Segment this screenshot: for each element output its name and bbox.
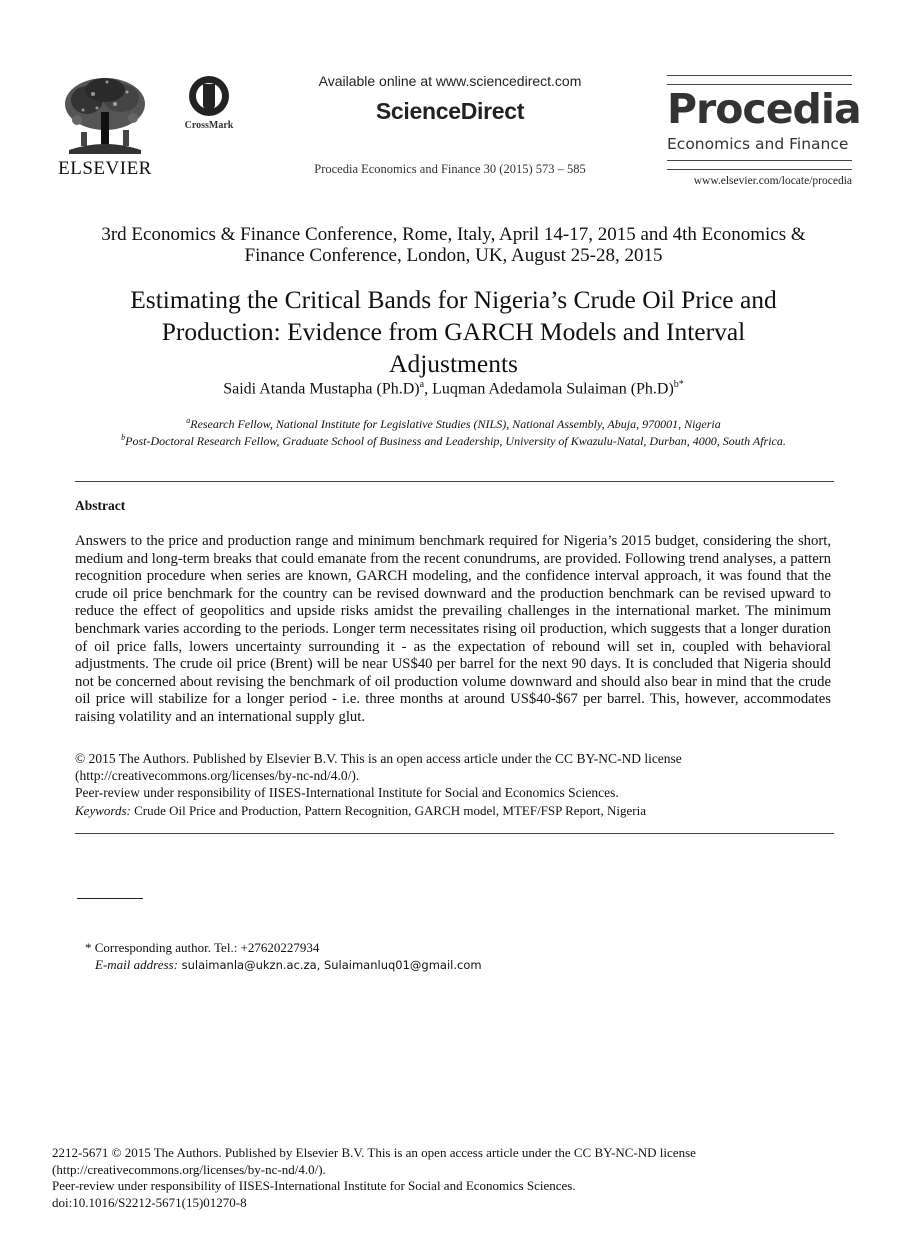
email-address [95, 957, 482, 973]
author-2-mark: b* [673, 379, 684, 390]
journal-reference: Procedia Economics and Finance 30 (2015) 573 – 585 [314, 162, 586, 176]
sciencedirect-logo: ScienceDirect [375, 98, 525, 124]
footer-peer-review: Peer-review under responsibility of IISES-International Institute for Social and Economics Sciences. [52, 1178, 576, 1193]
footnote-rule [77, 898, 143, 899]
available-online-text: Available online at www.sciencedirect.com [318, 73, 582, 89]
email-links[interactable]: sulaimanla@ukzn.ac.za, Sulaimanluq01@gmail.com [177, 958, 482, 972]
elsevier-wordmark: ELSEVIER [58, 158, 152, 179]
conference-line-2: Finance Conference, London, UK, August 25-28, 2015 [244, 245, 663, 266]
abstract-top-rule [75, 481, 834, 482]
peer-review-notice: Peer-review under responsibility of IISES-International Institute for Social and Economics Sciences. [75, 785, 619, 800]
author-separator: , [424, 380, 433, 398]
author-1: Saidi Atanda Mustapha (Ph.D) [223, 380, 420, 398]
elsevier-logo [55, 74, 155, 178]
procedia-logo: Procedia [667, 85, 861, 133]
author-list [60, 379, 847, 398]
corresponding-author: * Corresponding author. Tel.: +27620227934 [85, 940, 320, 955]
email-label: E-mail address: [95, 957, 178, 972]
copyright-line-1: © 2015 The Authors. Published by Elsevier B.V. This is an open access article under the CC BY-NC-ND license [75, 751, 682, 766]
affiliation-a [60, 416, 847, 432]
conference-info [60, 224, 847, 266]
copyright-notice [75, 750, 831, 784]
license-link[interactable]: (http://creativecommons.org/licenses/by-nc-nd/4.0/). [75, 768, 360, 783]
keywords-label: Keywords: [75, 803, 131, 818]
procedia-bottom-rules [667, 160, 852, 170]
affiliation-b-mark: b [121, 433, 126, 442]
paper-title [60, 284, 847, 380]
affiliation-a-text: Research Fellow, National Institute for Legislative Studies (NILS), National Assembly, Abuja, 970001, Nigeria [190, 417, 721, 431]
conference-line-1: 3rd Economics & Finance Conference, Rome, Italy, April 14-17, 2015 and 4th Economics & [101, 224, 806, 245]
title-line-2: Production: Evidence from GARCH Models and Interval [161, 317, 746, 346]
affiliation-a-mark: a [186, 416, 191, 425]
footer-license-link[interactable]: (http://creativecommons.org/licenses/by-nc-nd/4.0/). [52, 1162, 326, 1177]
title-line-3: Adjustments [389, 349, 518, 378]
title-line-1: Estimating the Critical Bands for Nigeria’s Crude Oil Price and [130, 285, 777, 314]
abstract-body: Answers to the price and production range and minimum benchmark required for Nigeria’s 2015 budget, considering the short, medium and long-term breaks that could emanate from the recent conundrums, are provided. Following trend analyses, a pattern recognition procedure when series are known, GARCH modeling, and the confidence interval approach, it was found that the crude oil price benchmark for the country can be revised downward and the production benchmark can be revised upward to reduce the effect of geopolitics and upside risks amidst the prevailing challenges in the international market. The minimum benchmark varies according to the periods. Longer term necessitates rising oil production, which suggests that a longer duration of oil price falls, lowers uncertainty surrounding it - as the expectation of rebound will set in, coupled with behavioral adjustments. The crude oil price (Brent) will be near US$40 per barrel for the next 90 days. It is concluded that Nigeria should not be concerned about revising the benchmark of oil production volume downward and should also bear in mind that the crude oil price will stabilize for a longer period - i.e. three months at around US$40-$67 per barrel. This, however, accommodates raising volatility and an international supply glut. [75, 533, 831, 725]
affiliation-b-text: Post-Doctoral Research Fellow, Graduate School of Business and Leadership, University of Kwazulu-Natal, Durban, 4000, South Africa. [125, 434, 786, 448]
affiliation-b [60, 433, 847, 449]
abstract-bottom-rule [75, 833, 834, 834]
elsevier-tree-icon [57, 74, 153, 156]
abstract-heading: Abstract [75, 498, 126, 513]
author-2: Luqman Adedamola Sulaiman (Ph.D) [432, 380, 674, 398]
keywords-list: Crude Oil Price and Production, Pattern Recognition, GARCH model, MTEF/FSP Report, Nigeria [130, 803, 646, 818]
journal-url-link[interactable]: www.elsevier.com/locate/procedia [693, 175, 852, 187]
crossmark-label: CrossMark [184, 120, 234, 131]
footer-issn-license: 2212-5671 © 2015 The Authors. Published by Elsevier B.V. This is an open access article under the CC BY-NC-ND license [52, 1145, 696, 1160]
footer-doi[interactable]: doi:10.1016/S2212-5671(15)01270-8 [52, 1195, 247, 1210]
procedia-subtitle: Economics and Finance [667, 135, 849, 153]
keywords [75, 802, 831, 819]
author-1-mark: a [419, 379, 425, 390]
